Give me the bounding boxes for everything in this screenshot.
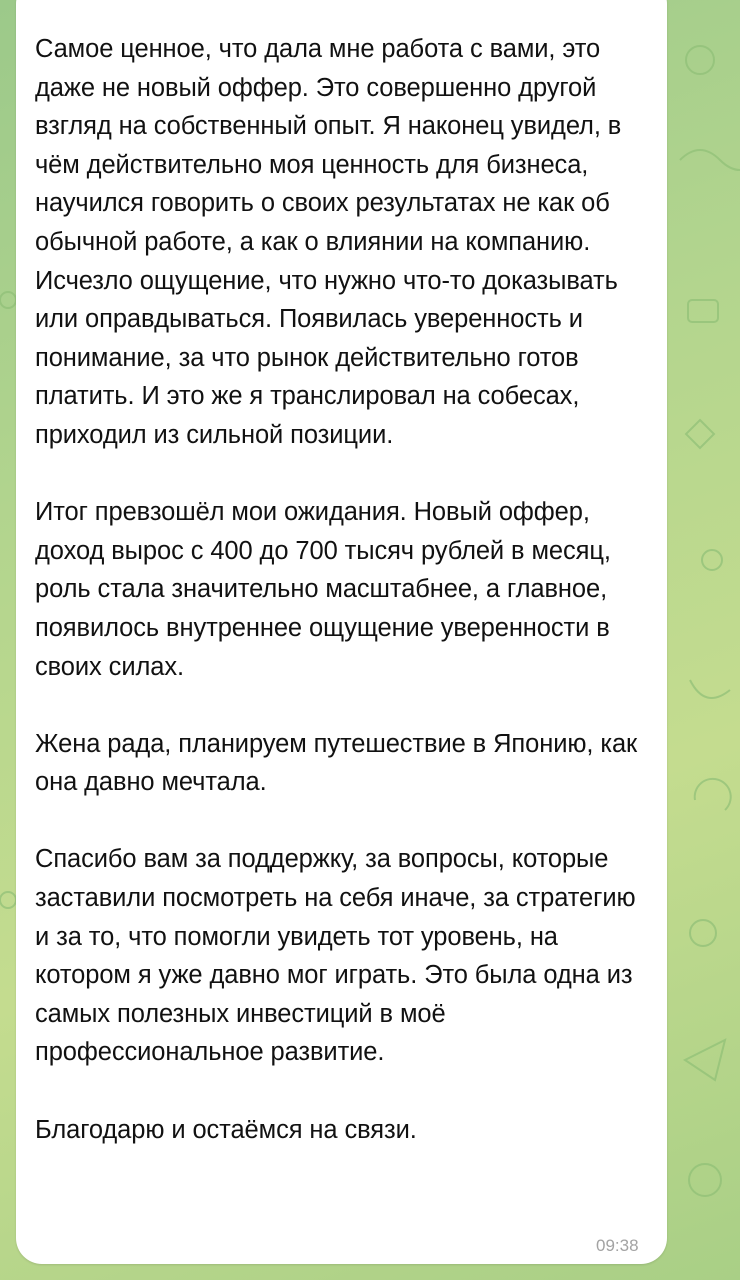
message-timestamp: 09:38	[596, 1236, 639, 1255]
message-paragraph-5: Благодарю и остаёмся на связи.	[35, 1115, 417, 1144]
message-text	[35, 30, 647, 1149]
message-paragraph-4: Спасибо вам за поддержку, за вопросы, которые заставили посмотреть на себя иначе, за стратегию и за то, что помогли увидеть тот уровень, на котором я уже давно мог играть. Это была одна из самых полезных инвестиций в моё профессиональное развитие.	[35, 845, 636, 1067]
message-paragraph-3: Жена рада, планируем путешествие в Японию, как она давно мечтала.	[35, 729, 638, 797]
message-paragraph-2: Итог превзошёл мои ожидания. Новый оффер, доход вырос с 400 до 700 тысяч рублей в месяц, роль стала значительно масштабнее, а главное, появилось внутреннее ощущение уверенности в своих силах.	[35, 498, 611, 681]
message-paragraph-1: Самое ценное, что дала мне работа с вами, это даже не новый оффер. Это совершенно другой взгляд на собственный опыт. Я наконец увидел, в чём действительно моя ценность для бизнеса, научился говорить о своих результатах не как об обычной работе, а как о влиянии на компанию. Исчезло ощущение, что нужно что-то доказывать или оправдываться. Появилась уверенность и понимание, за что рынок действительно готов платить. И это же я транслировал на собесах, приходил из сильной позиции.	[35, 35, 622, 449]
